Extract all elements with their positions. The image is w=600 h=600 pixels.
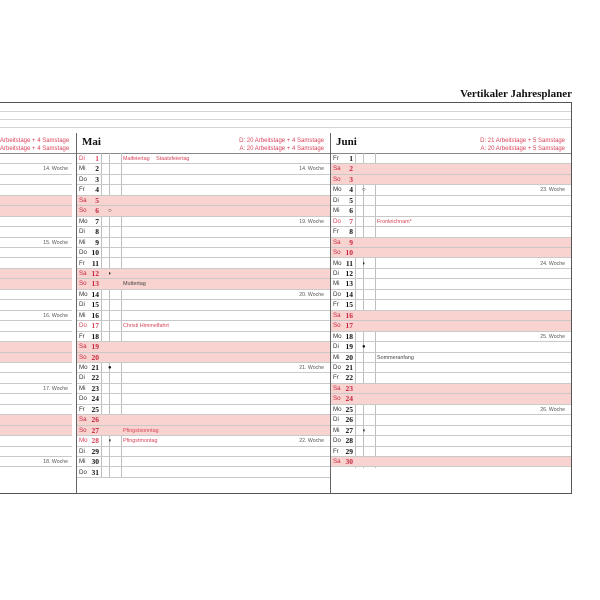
previous-month-info: Arbeitstage + 4 Samstage bbox=[0, 146, 70, 152]
weekday-label: Di bbox=[333, 343, 339, 351]
day-row bbox=[77, 269, 330, 279]
previous-month-row bbox=[0, 332, 72, 342]
day-number: 18 bbox=[91, 331, 99, 341]
week-label: 19. Woche bbox=[299, 218, 324, 225]
previous-month-row bbox=[0, 373, 72, 383]
day-row bbox=[77, 227, 330, 237]
weekday-label: So bbox=[333, 249, 341, 257]
month-workdays-info: D: 20 Arbeitstage + 4 Samstage bbox=[239, 138, 324, 144]
weekday-label: Fr bbox=[333, 155, 339, 162]
day-number: 1 bbox=[349, 154, 353, 163]
day-row bbox=[331, 342, 571, 352]
day-number: 3 bbox=[95, 174, 99, 184]
weekday-label: Do bbox=[79, 395, 87, 403]
day-row bbox=[77, 279, 330, 289]
month-name: Mai bbox=[82, 136, 101, 148]
day-number: 24 bbox=[91, 394, 99, 404]
note-line bbox=[0, 111, 571, 112]
day-number: 7 bbox=[95, 216, 99, 226]
weekday-label: Di bbox=[333, 269, 339, 277]
previous-month-row bbox=[0, 227, 72, 237]
weekday-label: Sa bbox=[333, 165, 341, 173]
moon-phase-icon: ◖ bbox=[362, 427, 366, 434]
previous-month-row bbox=[0, 175, 72, 185]
day-number: 27 bbox=[345, 425, 353, 435]
day-row bbox=[331, 457, 571, 467]
moon-phase-icon: ◗ bbox=[362, 260, 366, 267]
weekday-label: So bbox=[333, 322, 341, 330]
weekday-label: Di bbox=[79, 228, 85, 236]
month-name: Juni bbox=[336, 136, 357, 148]
day-row bbox=[331, 206, 571, 216]
previous-month-row bbox=[0, 457, 72, 467]
previous-month-row bbox=[0, 269, 72, 279]
day-row bbox=[77, 185, 330, 195]
weekday-label: Mi bbox=[333, 207, 340, 215]
day-row bbox=[77, 415, 330, 425]
day-number: 7 bbox=[349, 216, 353, 226]
note-line bbox=[0, 119, 571, 120]
day-number: 19 bbox=[91, 342, 99, 352]
weekday-label: Do bbox=[333, 217, 341, 225]
holiday-label: Christi Himmelfahrt bbox=[123, 323, 169, 330]
weekday-label: Di bbox=[79, 374, 85, 382]
weekday-label: Di bbox=[79, 155, 85, 162]
weekday-label: Fr bbox=[333, 447, 339, 455]
previous-month-row bbox=[0, 311, 72, 321]
weekday-label: Di bbox=[79, 447, 85, 455]
day-number: 29 bbox=[91, 446, 99, 456]
day-number: 6 bbox=[349, 206, 353, 216]
day-number: 1 bbox=[95, 154, 99, 163]
previous-month-row bbox=[0, 342, 72, 352]
weekday-label: Mo bbox=[333, 186, 342, 194]
week-label: 17. Woche bbox=[43, 385, 68, 392]
weekday-label: Di bbox=[79, 301, 85, 309]
week-label: 26. Woche bbox=[540, 406, 565, 413]
moon-phase-icon: ◖ bbox=[108, 438, 112, 445]
weekday-label: Sa bbox=[79, 269, 87, 277]
day-row bbox=[77, 447, 330, 457]
day-row bbox=[331, 447, 571, 457]
weekday-label: Fr bbox=[79, 332, 85, 340]
previous-month-row bbox=[0, 415, 72, 425]
day-number: 18 bbox=[345, 331, 353, 341]
day-number: 5 bbox=[349, 195, 353, 205]
day-number: 11 bbox=[345, 258, 353, 268]
previous-month-row bbox=[0, 394, 72, 404]
day-row bbox=[77, 311, 330, 321]
day-row bbox=[77, 342, 330, 352]
day-number: 23 bbox=[91, 383, 99, 393]
day-number: 20 bbox=[345, 352, 353, 362]
previous-month-row bbox=[0, 248, 72, 258]
day-row bbox=[77, 384, 330, 394]
day-number: 6 bbox=[95, 206, 99, 216]
moon-phase-icon: ● bbox=[362, 344, 366, 351]
weekday-label: Mi bbox=[79, 458, 86, 466]
day-row bbox=[331, 426, 571, 436]
day-row bbox=[331, 164, 571, 174]
day-row bbox=[77, 154, 330, 164]
weekday-label: Sa bbox=[333, 384, 341, 392]
weekday-label: Mi bbox=[79, 311, 86, 319]
day-number: 20 bbox=[91, 352, 99, 362]
day-row bbox=[77, 394, 330, 404]
previous-month-row bbox=[0, 279, 72, 289]
weekday-label: Mi bbox=[333, 353, 340, 361]
day-row bbox=[331, 436, 571, 446]
month-workdays-info: A: 20 Arbeitstage + 4 Samstage bbox=[239, 146, 324, 152]
weekday-label: Sa bbox=[79, 343, 87, 351]
day-number: 4 bbox=[95, 185, 99, 195]
day-row bbox=[331, 415, 571, 425]
week-label: 18. Woche bbox=[43, 459, 68, 466]
day-row bbox=[331, 290, 571, 300]
previous-month-row bbox=[0, 196, 72, 206]
weekday-label: Sa bbox=[333, 238, 341, 246]
day-row bbox=[331, 259, 571, 269]
day-number: 28 bbox=[345, 436, 353, 446]
weekday-label: Fr bbox=[79, 186, 85, 194]
day-number: 21 bbox=[91, 363, 99, 372]
weekday-label: So bbox=[79, 207, 87, 215]
day-number: 14 bbox=[91, 289, 99, 299]
weekday-label: So bbox=[333, 175, 341, 183]
day-row bbox=[77, 164, 330, 174]
day-number: 31 bbox=[91, 467, 99, 477]
weekday-label: So bbox=[79, 426, 87, 434]
day-row bbox=[77, 363, 330, 373]
note-line bbox=[0, 127, 571, 128]
moon-phase-icon: ◗ bbox=[108, 270, 112, 277]
weekday-label: Do bbox=[79, 175, 87, 183]
previous-month-row bbox=[0, 259, 72, 269]
day-row bbox=[77, 457, 330, 467]
day-number: 29 bbox=[345, 446, 353, 456]
weekday-label: So bbox=[79, 280, 87, 288]
day-row bbox=[331, 238, 571, 248]
weekday-label: Fr bbox=[333, 301, 339, 309]
day-number: 3 bbox=[349, 174, 353, 184]
day-row bbox=[77, 175, 330, 185]
weekday-label: Sa bbox=[79, 416, 87, 424]
previous-month-row bbox=[0, 238, 72, 248]
previous-month-row bbox=[0, 154, 72, 164]
day-number: 4 bbox=[349, 185, 353, 195]
day-number: 12 bbox=[91, 268, 99, 278]
day-row bbox=[331, 227, 571, 237]
day-number: 9 bbox=[95, 237, 99, 247]
day-row bbox=[331, 185, 571, 195]
day-number: 9 bbox=[349, 237, 353, 247]
day-row bbox=[331, 175, 571, 185]
previous-month-row bbox=[0, 436, 72, 446]
weekday-label: Fr bbox=[79, 259, 85, 267]
week-label: 23. Woche bbox=[540, 187, 565, 194]
weekday-label: Do bbox=[333, 364, 341, 371]
previous-month-row bbox=[0, 426, 72, 436]
day-number: 30 bbox=[91, 457, 99, 467]
day-number: 25 bbox=[91, 404, 99, 414]
day-row bbox=[331, 332, 571, 342]
weekday-label: Mi bbox=[333, 426, 340, 434]
day-number: 14 bbox=[345, 289, 353, 299]
day-number: 12 bbox=[345, 268, 353, 278]
day-row bbox=[77, 217, 330, 227]
day-row bbox=[331, 353, 571, 363]
weekday-label: Mo bbox=[79, 437, 88, 445]
previous-month-row bbox=[0, 300, 72, 310]
day-row bbox=[77, 238, 330, 248]
day-row bbox=[331, 373, 571, 383]
day-number: 22 bbox=[91, 373, 99, 383]
weekday-label: Do bbox=[333, 437, 341, 445]
week-label: 20. Woche bbox=[299, 291, 324, 298]
day-number: 25 bbox=[345, 404, 353, 414]
holiday-label: Pfingstsonntag bbox=[123, 427, 159, 434]
day-row bbox=[77, 436, 330, 446]
weekday-label: Di bbox=[333, 196, 339, 204]
moon-phase-icon: ● bbox=[108, 365, 112, 371]
weekday-label: Sa bbox=[333, 458, 341, 466]
day-row bbox=[77, 206, 330, 216]
day-number: 11 bbox=[91, 258, 99, 268]
previous-month-row bbox=[0, 353, 72, 363]
previous-month-row bbox=[0, 384, 72, 394]
previous-month-row bbox=[0, 363, 72, 373]
holiday-label: Sommeranfang bbox=[377, 354, 414, 361]
day-row bbox=[331, 196, 571, 206]
day-number: 21 bbox=[345, 363, 353, 372]
weekday-label: Fr bbox=[333, 228, 339, 236]
holiday-label: Fronleichnam* bbox=[377, 218, 412, 225]
previous-month-row bbox=[0, 164, 72, 174]
day-number: 10 bbox=[345, 248, 353, 258]
day-number: 10 bbox=[91, 248, 99, 258]
day-number: 15 bbox=[91, 300, 99, 310]
moon-phase-icon: ○ bbox=[108, 208, 112, 215]
month-workdays-info: D: 21 Arbeitstage + 5 Samstage bbox=[480, 138, 565, 144]
weekday-label: Mo bbox=[333, 259, 342, 267]
previous-month-row bbox=[0, 405, 72, 415]
day-number: 8 bbox=[349, 227, 353, 237]
day-number: 5 bbox=[95, 195, 99, 205]
day-row bbox=[331, 311, 571, 321]
day-row bbox=[77, 259, 330, 269]
day-number: 27 bbox=[91, 425, 99, 435]
day-row bbox=[77, 468, 330, 478]
weekday-label: Mi bbox=[333, 280, 340, 288]
weekday-label: Mo bbox=[333, 405, 342, 413]
previous-month-row bbox=[0, 290, 72, 300]
weekday-label: Mi bbox=[79, 384, 86, 392]
day-row bbox=[77, 353, 330, 363]
day-row bbox=[331, 269, 571, 279]
day-number: 13 bbox=[91, 279, 99, 289]
day-number: 30 bbox=[345, 457, 353, 467]
week-label: 25. Woche bbox=[540, 333, 565, 340]
weekday-label: Do bbox=[79, 322, 87, 330]
holiday-label: Pfingstmontag bbox=[123, 438, 158, 445]
day-number: 2 bbox=[349, 164, 353, 174]
day-row bbox=[77, 248, 330, 258]
week-label: 22. Woche bbox=[299, 438, 324, 445]
previous-month-row bbox=[0, 185, 72, 195]
day-row bbox=[331, 405, 571, 415]
day-row bbox=[77, 405, 330, 415]
day-row bbox=[77, 290, 330, 300]
weekday-label: Do bbox=[79, 249, 87, 257]
day-row bbox=[331, 363, 571, 373]
day-number: 24 bbox=[345, 394, 353, 404]
weekday-label: Di bbox=[333, 416, 339, 424]
week-label: 16. Woche bbox=[43, 312, 68, 319]
day-row bbox=[77, 196, 330, 206]
day-number: 17 bbox=[345, 321, 353, 331]
day-row bbox=[331, 217, 571, 227]
day-row bbox=[77, 300, 330, 310]
week-label: 14. Woche bbox=[299, 166, 324, 173]
day-number: 23 bbox=[345, 383, 353, 393]
day-number: 13 bbox=[345, 279, 353, 289]
weekday-label: So bbox=[79, 353, 87, 361]
day-number: 26 bbox=[345, 415, 353, 425]
day-row bbox=[331, 154, 571, 164]
weekday-label: Mo bbox=[333, 332, 342, 340]
holiday-label: Maifeiertag Staatsfeiertag bbox=[123, 156, 190, 162]
weekday-label: Mo bbox=[79, 290, 88, 298]
day-row bbox=[331, 248, 571, 258]
holiday-label: Muttertag bbox=[123, 281, 146, 288]
weekday-label: Mo bbox=[79, 364, 88, 371]
weekday-label: Mo bbox=[79, 217, 88, 225]
weekday-label: Do bbox=[79, 468, 87, 476]
day-number: 22 bbox=[345, 373, 353, 383]
day-number: 16 bbox=[91, 310, 99, 320]
day-row bbox=[77, 426, 330, 436]
day-row bbox=[331, 394, 571, 404]
weekday-label: Sa bbox=[79, 196, 87, 204]
previous-month-row bbox=[0, 447, 72, 457]
day-number: 16 bbox=[345, 310, 353, 320]
day-row bbox=[77, 321, 330, 331]
week-label: 24. Woche bbox=[540, 260, 565, 267]
previous-month-row bbox=[0, 321, 72, 331]
day-number: 8 bbox=[95, 227, 99, 237]
day-number: 15 bbox=[345, 300, 353, 310]
weekday-label: Fr bbox=[79, 405, 85, 413]
day-row bbox=[77, 332, 330, 342]
moon-phase-icon: ○ bbox=[362, 187, 366, 194]
weekday-label: Sa bbox=[333, 311, 341, 319]
day-number: 17 bbox=[91, 321, 99, 331]
holiday-extra-label: Staatsfeiertag bbox=[156, 156, 190, 162]
weekday-label: Do bbox=[333, 290, 341, 298]
previous-month-row bbox=[0, 217, 72, 227]
day-number: 19 bbox=[345, 342, 353, 352]
month-workdays-info: A: 20 Arbeitstage + 5 Samstage bbox=[480, 146, 565, 152]
day-number: 28 bbox=[91, 436, 99, 446]
page-title: Vertikaler Jahresplaner bbox=[460, 88, 572, 100]
day-row bbox=[77, 373, 330, 383]
day-row bbox=[331, 279, 571, 289]
weekday-label: Mi bbox=[79, 238, 86, 246]
day-number: 2 bbox=[95, 164, 99, 174]
week-label: 15. Woche bbox=[43, 239, 68, 246]
day-row bbox=[331, 321, 571, 331]
day-row bbox=[331, 384, 571, 394]
week-label: 21. Woche bbox=[299, 365, 324, 371]
weekday-label: Fr bbox=[333, 374, 339, 382]
previous-month-info: Arbeitstage + 4 Samstage bbox=[0, 138, 70, 144]
week-label: 14. Woche bbox=[43, 166, 68, 173]
day-row bbox=[331, 300, 571, 310]
weekday-label: So bbox=[333, 395, 341, 403]
weekday-label: Mi bbox=[79, 165, 86, 173]
day-number: 26 bbox=[91, 415, 99, 425]
previous-month-row bbox=[0, 206, 72, 216]
